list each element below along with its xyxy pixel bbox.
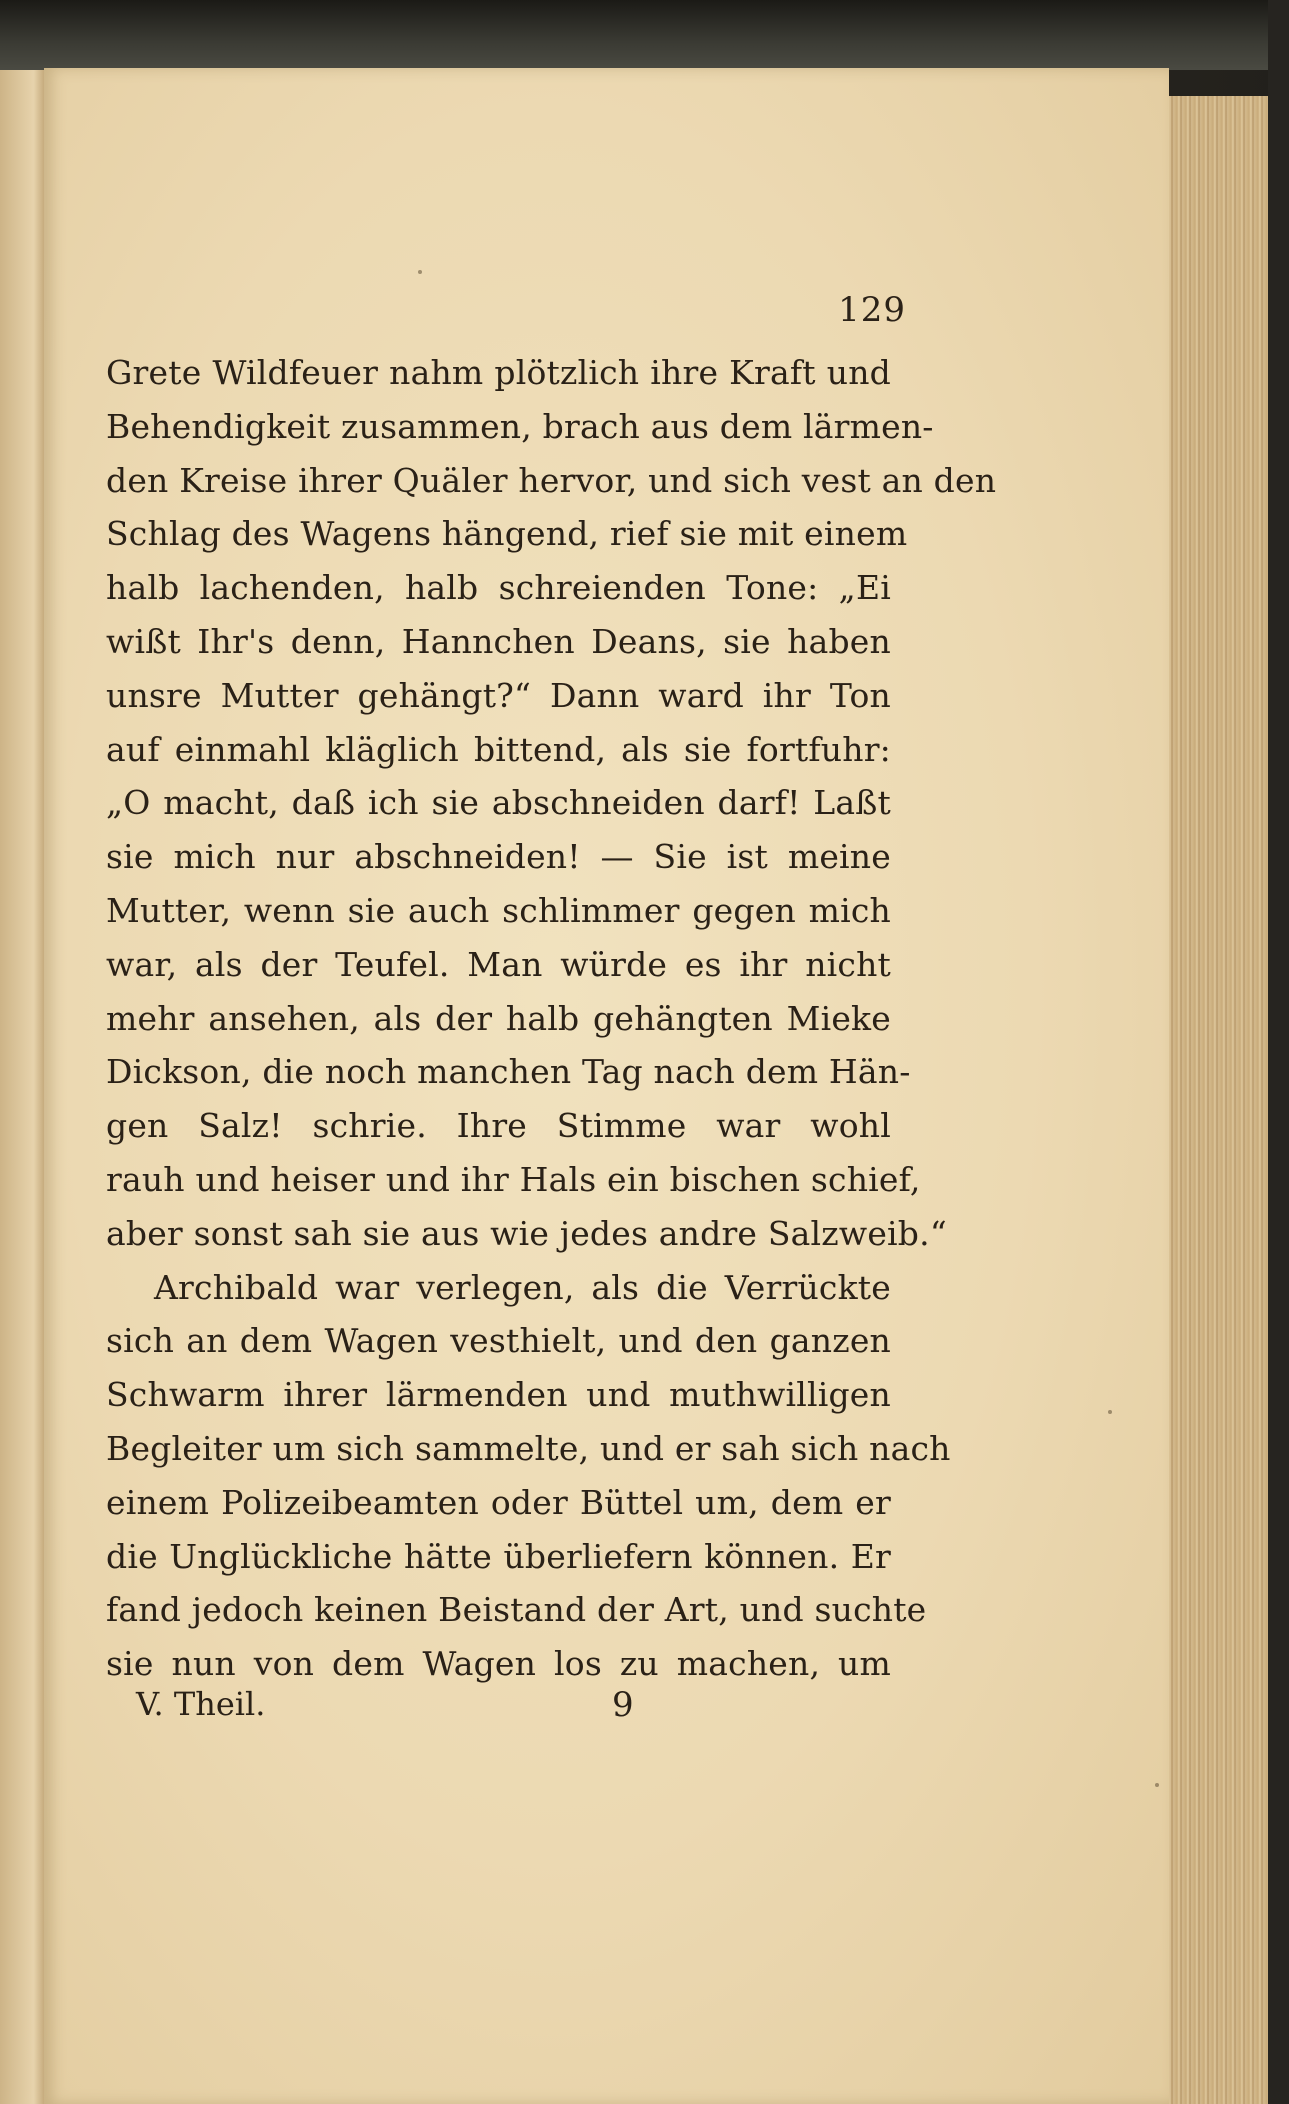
book-cover-top-edge (0, 0, 1289, 70)
signature-number: 9 (612, 1685, 634, 1725)
text-line: wißt Ihr's denn, Hannchen Deans, sie haben (106, 621, 891, 661)
text-line: Grete Wildfeuer nahm plötzlich ihre Kraft und (106, 353, 891, 392)
text-line: Behendigkeit zusammen, brach aus dem lärmen- (106, 406, 934, 446)
text-line: aber sonst sah sie aus wie jedes andre Salzweib.“ (106, 1213, 947, 1253)
text-line: halb lachenden, halb schreienden Tone: „Ei (106, 568, 891, 608)
text-line: „O macht, daß ich sie abschneiden darf! Laßt (106, 783, 891, 823)
text-line: Begleiter um sich sammelte, und er sah sich nach (106, 1428, 951, 1468)
text-line: rauh und heiser und ihr Hals ein bischen schief, (106, 1159, 921, 1199)
paper-speck (418, 270, 422, 274)
paper-speck (1108, 1410, 1112, 1414)
text-line: Schwarm ihrer lärmenden und muthwilligen (106, 1375, 891, 1415)
text-line: sie nun von dem Wagen los zu machen, um (106, 1644, 891, 1684)
volume-mark: V. Theil. (136, 1685, 266, 1723)
left-page-edge (0, 70, 48, 2104)
text-line: fand jedoch keinen Beistand der Art, und suchte (106, 1590, 927, 1630)
text-line: Mutter, wenn sie auch schlimmer gegen mich (106, 890, 891, 930)
page-stack-edges (1163, 96, 1273, 2104)
body-text (106, 346, 997, 1691)
text-line: war, als der Teufel. Man würde es ihr nicht (106, 944, 891, 984)
text-line: den Kreise ihrer Quäler hervor, und sich vest an den (106, 460, 997, 500)
text-line: sich an dem Wagen vesthielt, und den ganzen (106, 1321, 891, 1361)
text-line: Dickson, die noch manchen Tag nach dem Hän- (106, 1052, 911, 1092)
text-line: einem Polizeibeamten oder Büttel um, dem er (106, 1482, 891, 1522)
page-number: 129 (838, 290, 906, 330)
paper-speck (1155, 1783, 1159, 1787)
text-line: auf einmahl kläglich bittend, als sie fortfuhr: (106, 729, 891, 769)
page-footer (136, 1685, 656, 1735)
text-line-paragraph-start: Archibald war verlegen, als die Verrückte (154, 1267, 891, 1307)
text-line: mehr ansehen, als der halb gehängten Mieke (106, 998, 891, 1038)
text-line: Schlag des Wagens hängend, rief sie mit einem (106, 514, 908, 554)
text-line: die Unglückliche hätte überliefern können. Er (106, 1536, 891, 1576)
cover-edge (1268, 0, 1289, 2104)
text-line: unsre Mutter gehängt?“ Dann ward ihr Ton (106, 675, 891, 715)
text-line: gen Salz! schrie. Ihre Stimme war wohl (106, 1106, 891, 1146)
text-line: sie mich nur abschneiden! — Sie ist meine (106, 837, 891, 877)
